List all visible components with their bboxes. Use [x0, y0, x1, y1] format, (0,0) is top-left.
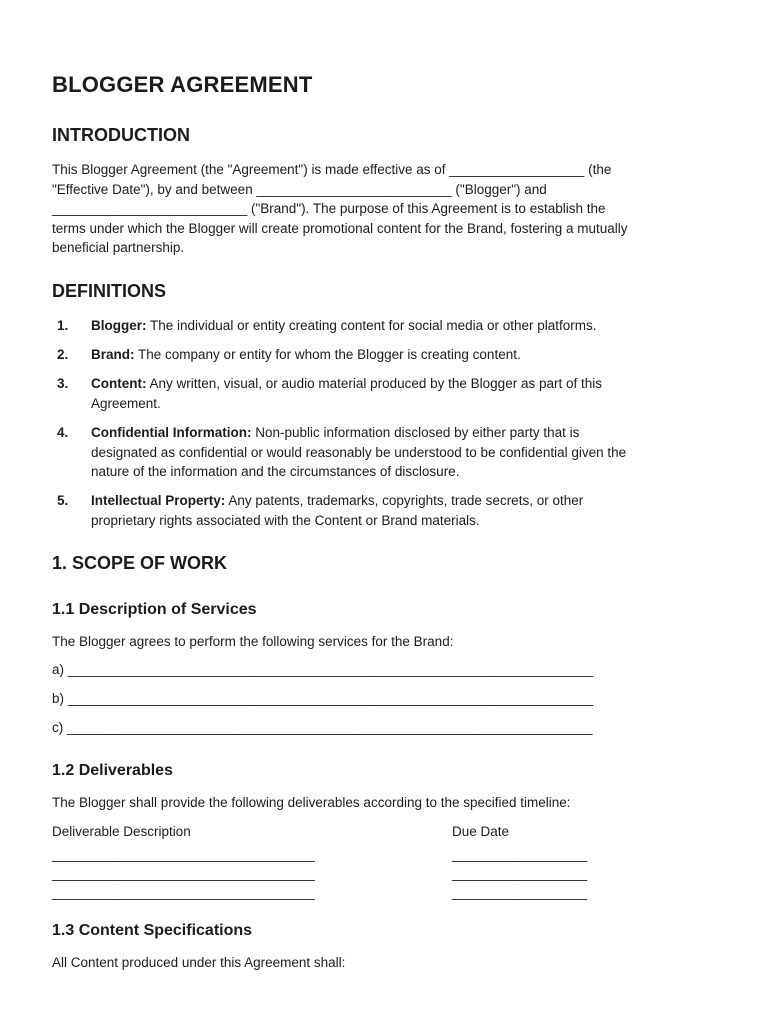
definition-body	[91, 374, 721, 413]
definition-term: Intellectual Property:	[91, 493, 226, 508]
definition-term: Blogger:	[91, 318, 147, 333]
deliverables-intro: The Blogger shall provide the following deliverables according to the specified timeline:	[52, 795, 571, 810]
definition-text: Agreement.	[91, 395, 161, 411]
definition-number: 4.	[57, 425, 69, 440]
due-date-header: Due Date	[452, 824, 510, 839]
definition-term: Brand:	[91, 347, 135, 362]
definition-text: Non-public information disclosed by either party that is	[255, 425, 580, 440]
definition-text: Any patents, trademarks, copyrights, trade secrets, or other	[228, 493, 584, 508]
deliverable-description-blank: ___________________________________	[52, 885, 315, 900]
document-title: BLOGGER AGREEMENT	[52, 72, 313, 97]
services-intro: The Blogger agrees to perform the following services for the Brand:	[52, 634, 454, 649]
due-date-column	[452, 822, 587, 902]
due-date-blank: __________________	[452, 885, 588, 900]
service-blank-b: b) ______________________________________________________________________	[52, 691, 594, 706]
introduction-line: beneficial partnership.	[52, 240, 185, 255]
content-specs-heading: 1.3 Content Specifications	[52, 922, 253, 939]
definition-text: nature of the information and the circumstances of disclosure.	[91, 464, 460, 479]
introduction-line: __________________________ ("Brand"). The purpose of this Agreement is to establish the	[52, 201, 606, 216]
definition-number: 2.	[57, 347, 69, 362]
definition-text: The individual or entity creating content for social media or other platforms.	[150, 318, 597, 333]
scope-heading: 1. SCOPE OF WORK	[52, 553, 228, 573]
definition-text: The company or entity for whom the Blogger is creating content.	[138, 347, 521, 362]
definition-body	[91, 491, 721, 530]
introduction-paragraph	[52, 160, 628, 258]
service-blank-c: c) ______________________________________________________________________	[52, 720, 593, 735]
definition-body	[91, 345, 721, 365]
definition-term: Confidential Information:	[91, 425, 252, 440]
definition-term: Content:	[91, 376, 147, 391]
services-heading: 1.1 Description of Services	[52, 601, 257, 618]
definition-number: 1.	[57, 318, 69, 333]
introduction-line: terms under which the Blogger will create promotional content for the Brand, fostering a mutually	[52, 220, 628, 236]
definition-text: designated as confidential or would reasonably be understood to be confidential given the	[91, 444, 627, 460]
definition-body	[91, 423, 721, 482]
deliverable-description-blank: ___________________________________	[52, 866, 315, 881]
due-date-blank: __________________	[452, 847, 588, 862]
deliverable-description-header: Deliverable Description	[52, 824, 191, 839]
definition-text: proprietary rights associated with the Content or Brand materials.	[91, 512, 480, 528]
service-blank-a: a) ______________________________________________________________________	[52, 662, 594, 677]
introduction-line: This Blogger Agreement (the "Agreement") is made effective as of __________________ (the	[52, 162, 612, 177]
introduction-line: "Effective Date"), by and between __________________________ ("Blogger") and	[52, 181, 547, 197]
deliverable-description-column	[52, 822, 315, 902]
content-specs-intro: All Content produced under this Agreement shall:	[52, 955, 346, 970]
introduction-heading: INTRODUCTION	[52, 125, 190, 145]
deliverable-description-blank: ___________________________________	[52, 847, 315, 862]
definition-number: 5.	[57, 493, 69, 508]
due-date-blank: __________________	[452, 866, 588, 881]
definition-body	[91, 316, 721, 336]
definitions-heading: DEFINITIONS	[52, 281, 167, 301]
definition-number: 3.	[57, 376, 69, 391]
deliverables-heading: 1.2 Deliverables	[52, 762, 173, 779]
definition-text: Any written, visual, or audio material produced by the Blogger as part of this	[149, 376, 602, 391]
